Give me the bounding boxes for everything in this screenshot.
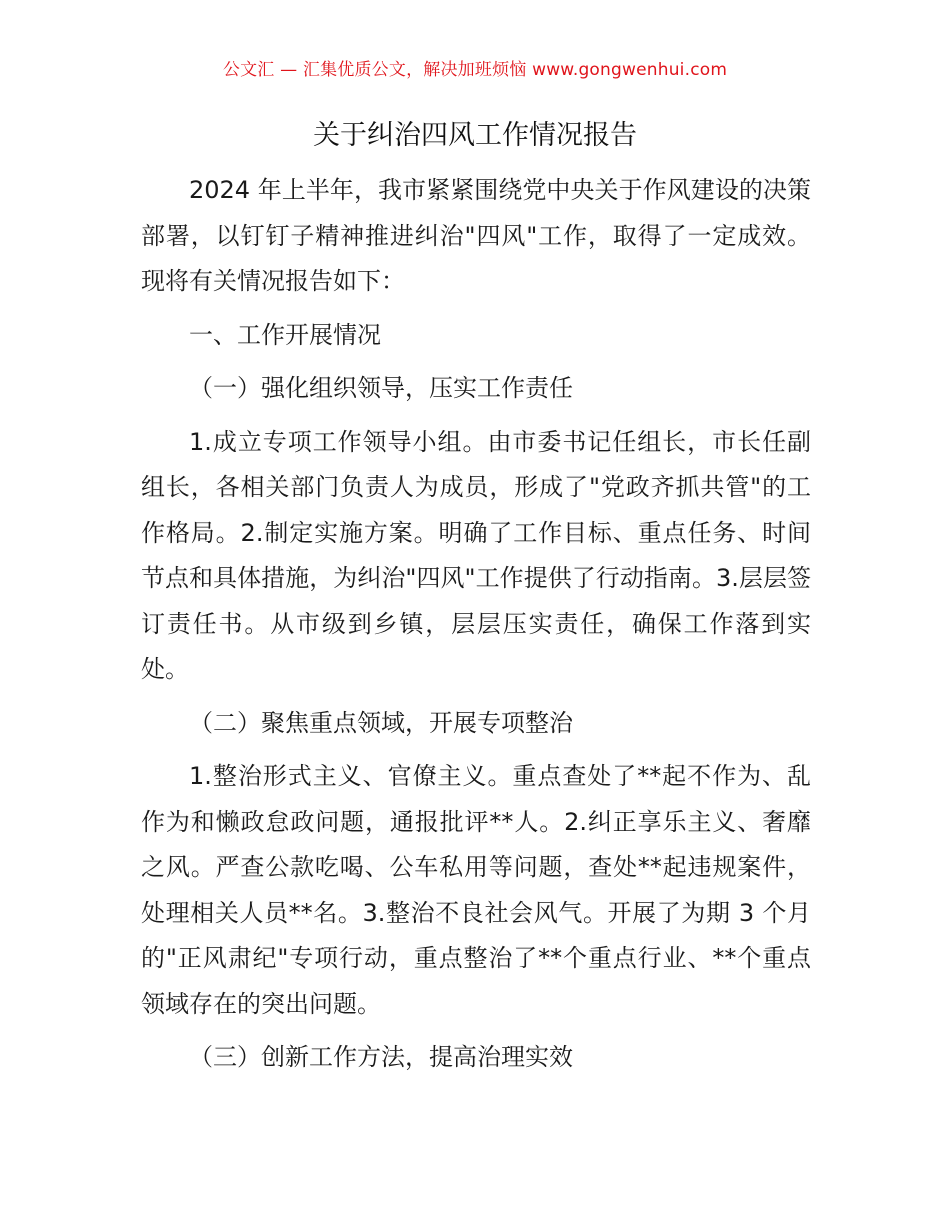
- subsection-heading-2: （二）聚焦重点领域，开展专项整治: [189, 708, 573, 737]
- document-title: 关于纠治四风工作情况报告: [313, 120, 637, 151]
- watermark-header: 公文汇 — 汇集优质公文，解决加班烦恼 www.gongwenhui.com: [222, 60, 728, 80]
- subsection-heading-3: （三）创新工作方法，提高治理实效: [189, 1043, 573, 1071]
- subsection-1-paragraph: 1.成立专项工作领导小组。由市委书记任组长，市长任副组长，各相关部门负责人为成员，形成了"党政齐抓共管"的工作格局。2.制定实施方案。明确了工作目标、重点任务、时间节点和具体措施，为纠治"四风"工作提供了行动指南。3.层层签订责任书。从市级到乡镇，层层压实责任，确保工作落到实处。: [141, 427, 811, 683]
- intro-paragraph: 2024 年上半年，我市紧紧围绕党中央关于作风建设的决策部署，以钉钉子精神推进纠治"四风"工作，取得了一定成效。现将有关情况报告如下：: [141, 176, 811, 295]
- subsection-2-paragraph: 1.整治形式主义、官僚主义。重点查处了**起不作为、乱作为和懒政怠政问题，通报批评**人。2.纠正享乐主义、奢靡之风。严查公款吃喝、公车私用等问题，查处**起违规案件，处理相关人员**名。3.整治不良社会风气。开展了为期 3 个月的"正风肃纪"专项行动，重点整治了**个重点行业、**个重点领域存在的突出问题。: [141, 762, 811, 1018]
- document-body: [141, 168, 811, 1081]
- section-heading-1: 一、工作开展情况: [189, 320, 381, 349]
- subsection-heading-1: （一）强化组织领导，压实工作责任: [189, 374, 573, 402]
